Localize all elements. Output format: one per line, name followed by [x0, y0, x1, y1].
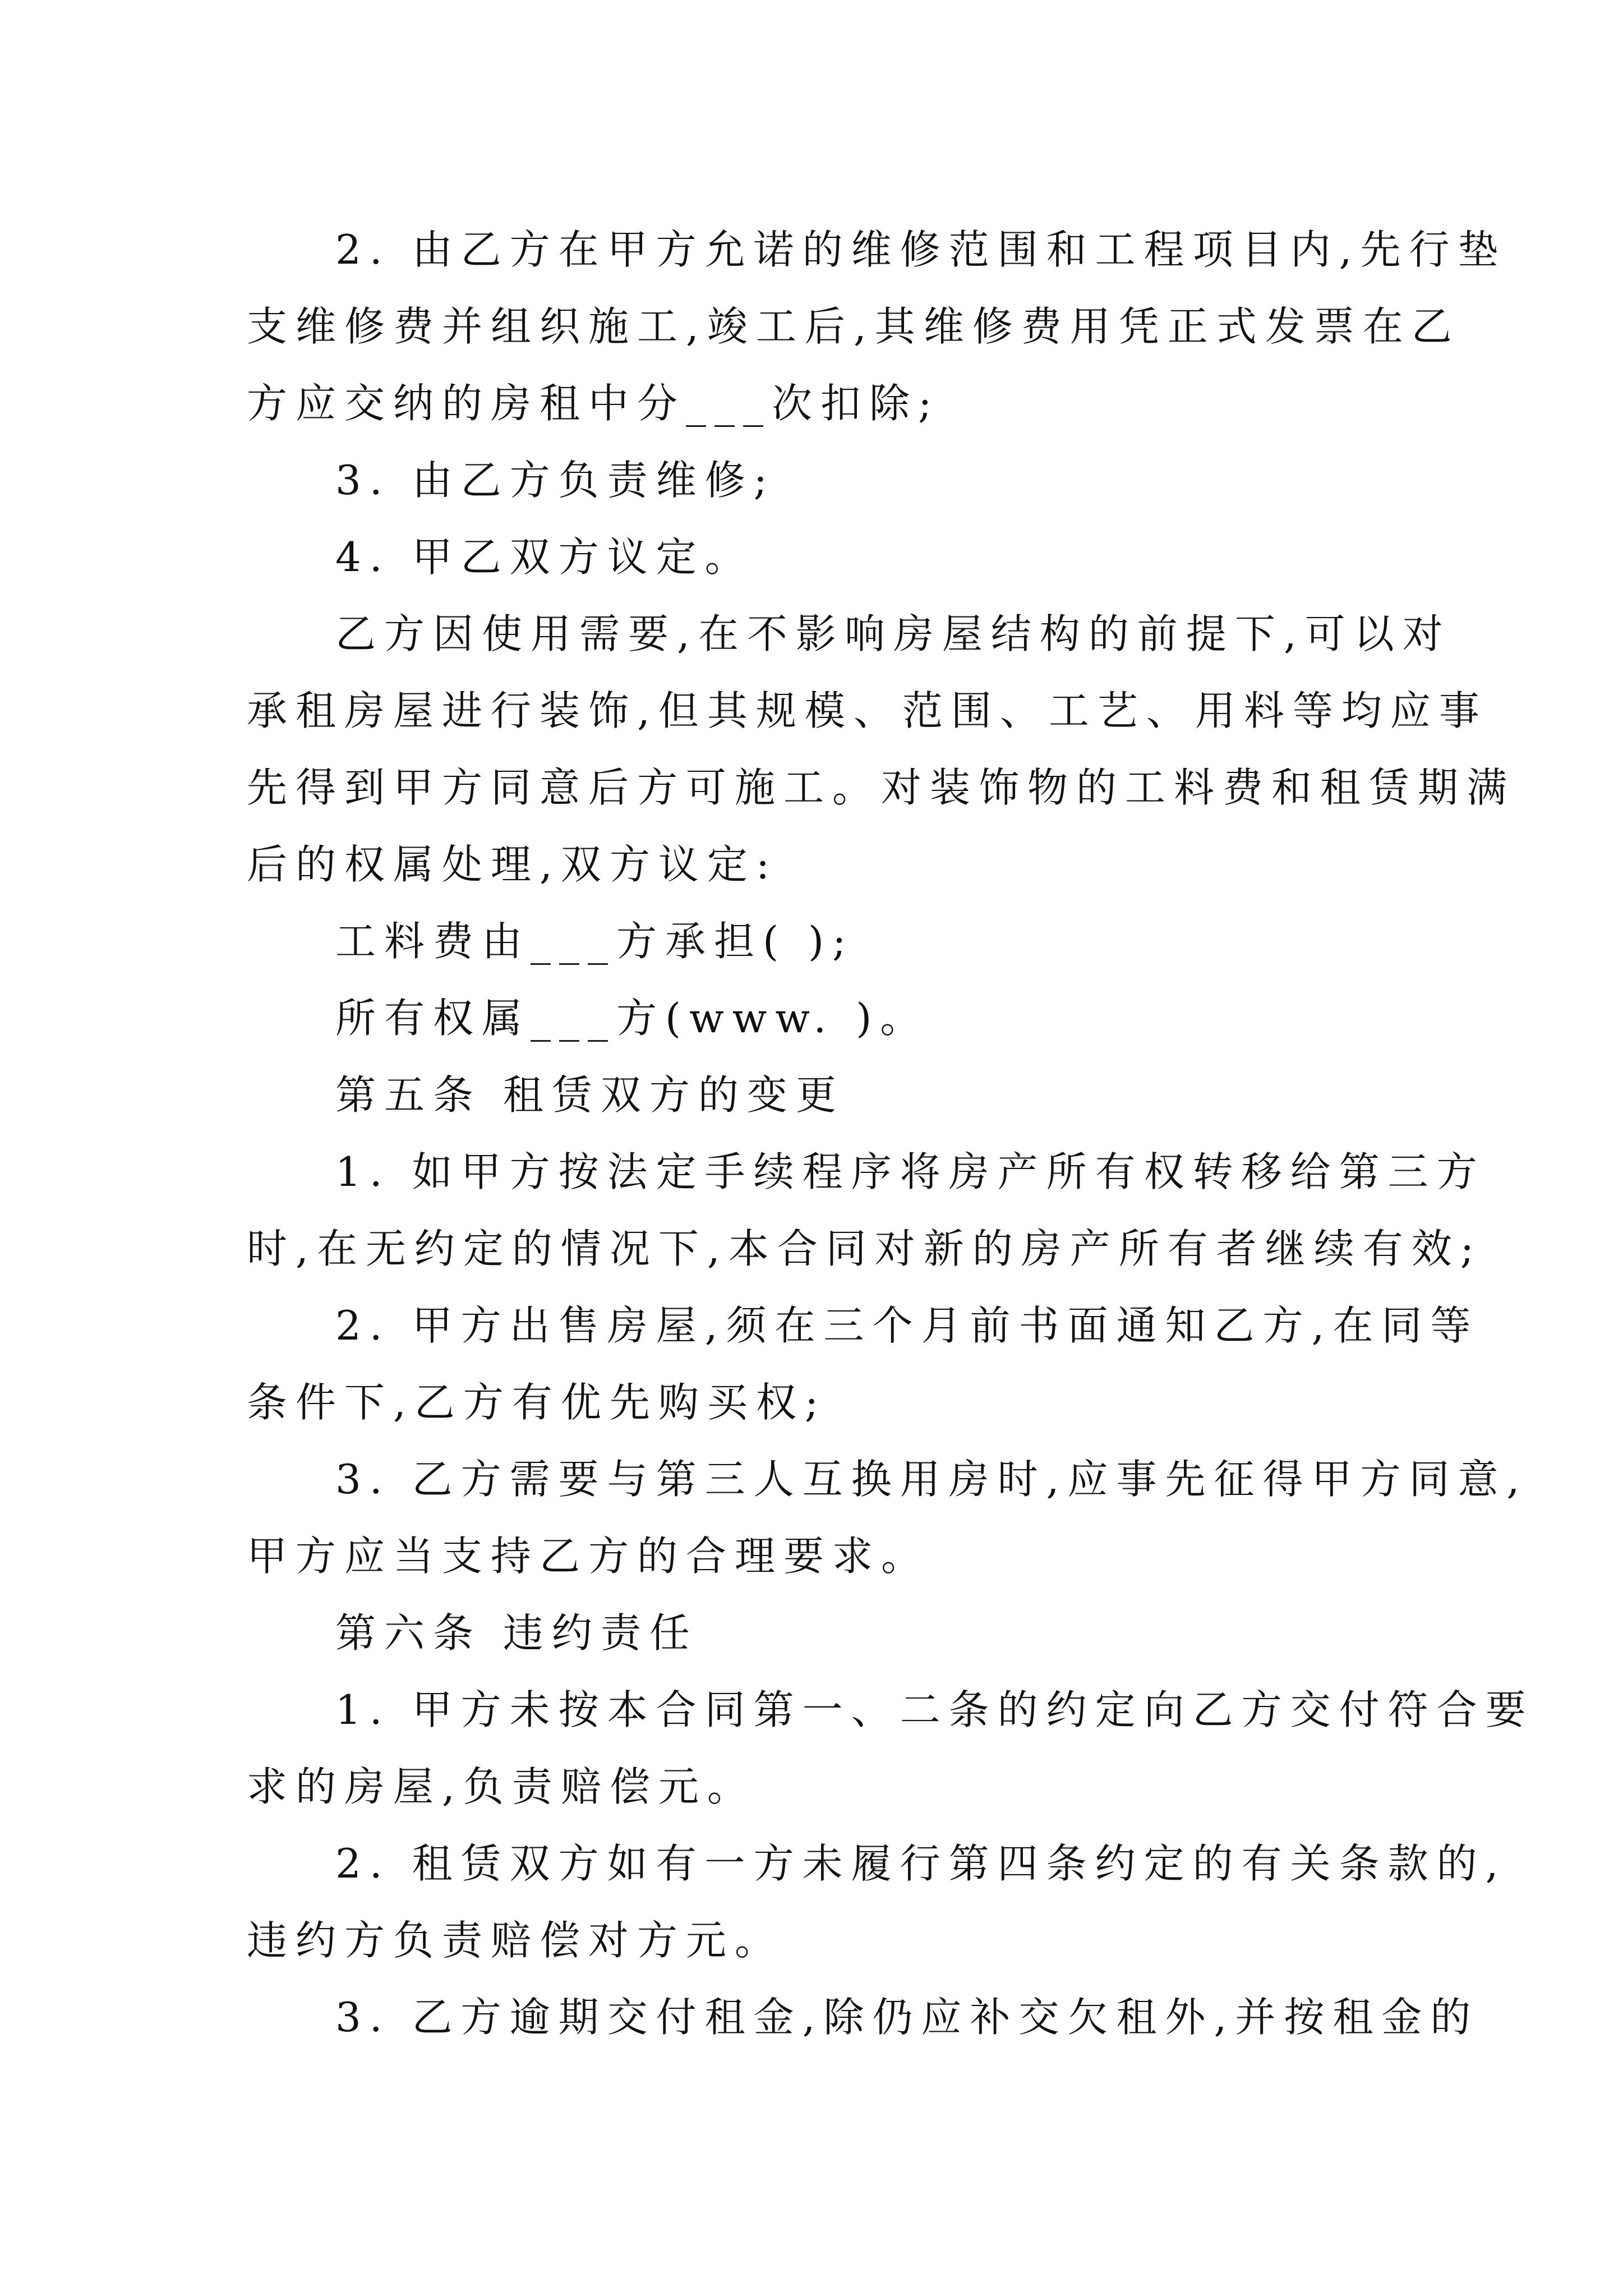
section-heading: 第五条 租赁双方的变更 — [335, 1071, 845, 1119]
paragraph-line: 违约方负责赔偿对方元。 — [247, 1917, 784, 1964]
paragraph-line: 2. 租赁双方如有一方未履行第四条约定的有关条款的, — [335, 1840, 1507, 1887]
paragraph-line: 求的房屋,负责赔偿元。 — [247, 1763, 756, 1810]
paragraph-line: 3. 乙方逾期交付租金,除仍应补交欠租外,并按租金的 — [335, 1994, 1479, 2041]
paragraph-line: 3. 由乙方负责维修; — [335, 457, 776, 504]
paragraph-line: 4. 甲乙双方议定。 — [335, 533, 754, 581]
paragraph-line: 条件下,乙方有优先购买权; — [247, 1379, 827, 1426]
section-heading: 第六条 违约责任 — [335, 1609, 698, 1657]
paragraph-line: 1. 甲方未按本合同第一、二条的约定向乙方交付符合要 — [335, 1686, 1534, 1733]
paragraph-line: 支维修费并组织施工,竣工后,其维修费用凭正式发票在乙 — [247, 303, 1460, 350]
paragraph-line: 2. 由乙方在甲方允诺的维修范围和工程项目内,先行垫 — [335, 226, 1507, 273]
paragraph-line: 先得到甲方同意后方可施工。对装饰物的工料费和租赁期满 — [247, 764, 1516, 811]
paragraph-line: 后的权属处理,双方议定: — [247, 841, 778, 888]
paragraph-line: 时,在无约定的情况下,本合同对新的房产所有者继续有效; — [247, 1225, 1483, 1272]
paragraph-line: 方应交纳的房租中分___次扣除; — [247, 380, 940, 427]
paragraph-line: 所有权属___方(www. )。 — [335, 995, 929, 1042]
paragraph-line: 3. 乙方需要与第三人互换用房时,应事先征得甲方同意, — [335, 1456, 1528, 1503]
paragraph-line: 工料费由___方承担( ); — [335, 918, 855, 965]
paragraph-line: 承租房屋进行装饰,但其规模、范围、工艺、用料等均应事 — [247, 687, 1488, 734]
paragraph-line: 2. 甲方出售房屋,须在三个月前书面通知乙方,在同等 — [335, 1302, 1479, 1349]
paragraph-line: 乙方因使用需要,在不影响房屋结构的前提下,可以对 — [335, 610, 1451, 657]
paragraph-line: 1. 如甲方按法定手续程序将房产所有权转移给第三方 — [335, 1148, 1486, 1195]
paragraph-line: 甲方应当支持乙方的合理要求。 — [247, 1533, 930, 1580]
